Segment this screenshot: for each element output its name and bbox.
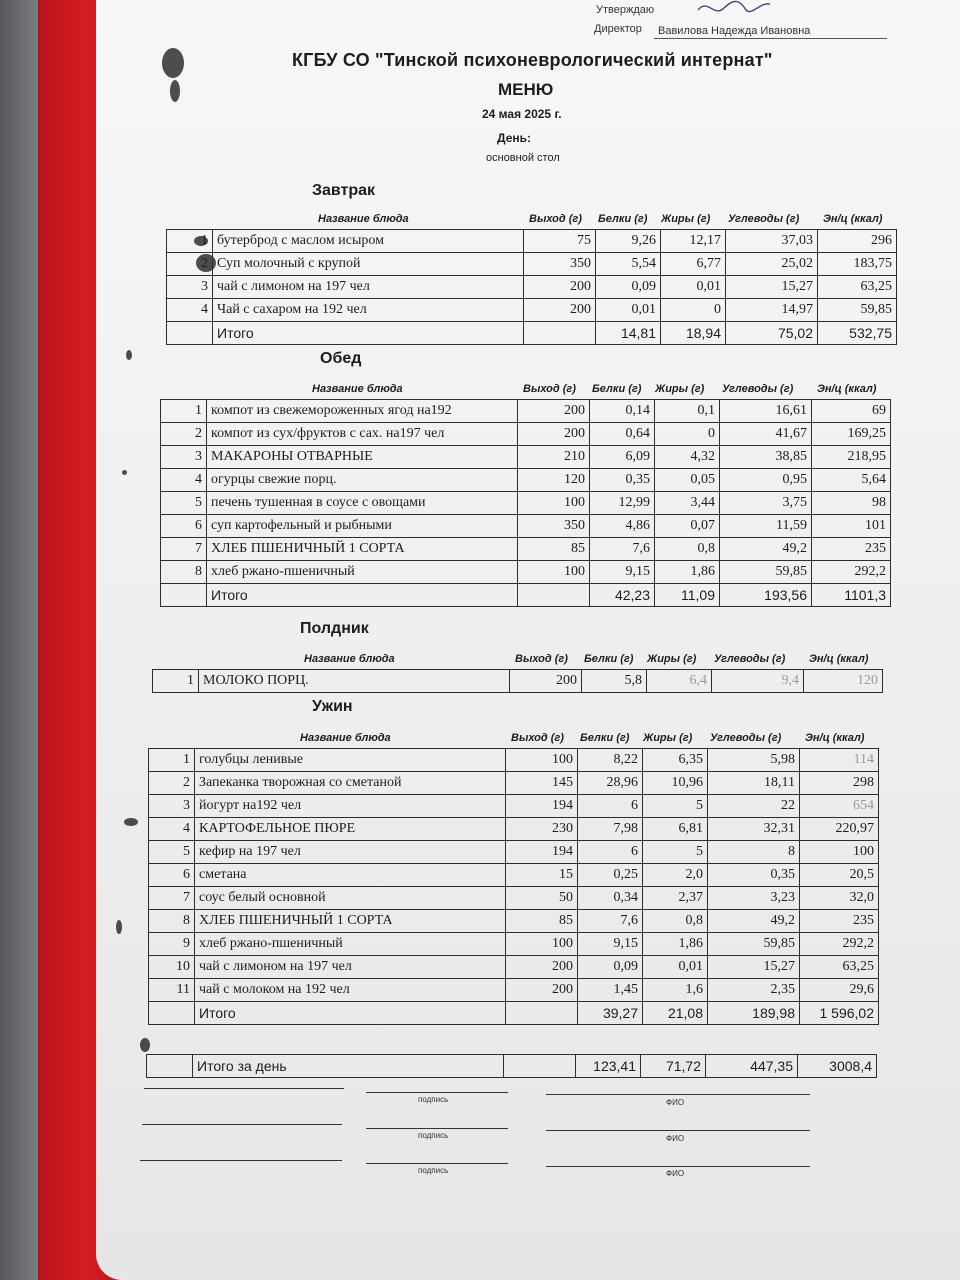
- total-carbs: 75,02: [726, 322, 818, 345]
- cell-fat: 0,8: [655, 538, 720, 561]
- cell-yield: 350: [524, 253, 596, 276]
- sign-line: [366, 1163, 508, 1164]
- cell-carbs: 49,2: [720, 538, 812, 561]
- total-label: Итого: [213, 322, 524, 345]
- total-row: [161, 584, 891, 607]
- cell-fat: 4,32: [655, 446, 720, 469]
- table-row: [167, 276, 897, 299]
- cell-name: компот из сух/фруктов с сах. на197 чел: [207, 423, 518, 446]
- director-line: [654, 38, 887, 39]
- cell-name: компот из свежемороженных ягод на192: [207, 400, 518, 423]
- director-name: Вавилова Надежда Ивановна: [658, 25, 811, 37]
- cell-carbs: 25,02: [726, 253, 818, 276]
- lunch-header: [162, 380, 892, 398]
- cell-carbs: 15,27: [708, 956, 800, 979]
- cell-carbs: 37,03: [726, 230, 818, 253]
- day-total-blank: [147, 1055, 193, 1078]
- cell-n: 5: [149, 841, 195, 864]
- cell-yield: 200: [518, 423, 590, 446]
- day-label: День:: [497, 131, 531, 145]
- total-fat: 21,08: [643, 1002, 708, 1025]
- cell-carbs: 3,75: [720, 492, 812, 515]
- lunch-table: [160, 399, 891, 607]
- cell-protein: 9,15: [590, 561, 655, 584]
- col-kcal: Эн/ц (ккал): [805, 732, 865, 744]
- day-total-table: [146, 1054, 877, 1078]
- cell-protein: 0,34: [578, 887, 643, 910]
- table-row: [149, 818, 879, 841]
- cell-fat: 10,96: [643, 772, 708, 795]
- cell-kcal: 98: [812, 492, 891, 515]
- cell-n: 3: [161, 446, 207, 469]
- cell-protein: 0,09: [596, 276, 661, 299]
- cell-carbs: 22: [708, 795, 800, 818]
- cell-n: 8: [161, 561, 207, 584]
- cell-fat: 6,81: [643, 818, 708, 841]
- cell-yield: 85: [518, 538, 590, 561]
- menu-document: [96, 0, 960, 1280]
- cell-n: 7: [161, 538, 207, 561]
- cell-n: 4: [149, 818, 195, 841]
- cell-fat: 0,01: [661, 276, 726, 299]
- cell-kcal: 100: [800, 841, 879, 864]
- cell-yield: 210: [518, 446, 590, 469]
- cell-fat: 6,35: [643, 749, 708, 772]
- cell-n: 4: [161, 469, 207, 492]
- cell-protein: 5,8: [582, 670, 647, 693]
- cell-kcal: 29,6: [800, 979, 879, 1002]
- cell-kcal: 298: [800, 772, 879, 795]
- cell-name: огурцы свежие порц.: [207, 469, 518, 492]
- col-yield: Выход (г): [529, 213, 582, 225]
- cell-name: Запеканка творожная со сметаной: [195, 772, 506, 795]
- cell-kcal: 69: [812, 400, 891, 423]
- cell-n: 7: [149, 887, 195, 910]
- cell-yield: 200: [518, 400, 590, 423]
- cell-protein: 0,64: [590, 423, 655, 446]
- cell-carbs: 8: [708, 841, 800, 864]
- cell-carbs: 49,2: [708, 910, 800, 933]
- total-row: [167, 322, 897, 345]
- cell-name: ХЛЕБ ПШЕНИЧНЫЙ 1 СОРТА: [195, 910, 506, 933]
- day-total-kcal: 3008,4: [798, 1055, 877, 1078]
- cell-yield: 100: [518, 492, 590, 515]
- total-yield: [518, 584, 590, 607]
- cell-protein: 0,35: [590, 469, 655, 492]
- col-protein: Белки (г): [580, 732, 630, 744]
- cell-protein: 6,09: [590, 446, 655, 469]
- total-blank: [149, 1002, 195, 1025]
- fio-line: [546, 1130, 810, 1131]
- cell-kcal: 235: [800, 910, 879, 933]
- cell-n: 11: [149, 979, 195, 1002]
- cell-fat: 0,05: [655, 469, 720, 492]
- cell-protein: 6: [578, 841, 643, 864]
- day-total-carbs: 447,35: [706, 1055, 798, 1078]
- table-row: [149, 956, 879, 979]
- cell-name: йогурт на192 чел: [195, 795, 506, 818]
- cell-fat: 5: [643, 841, 708, 864]
- cell-fat: 0,8: [643, 910, 708, 933]
- table-row: [149, 910, 879, 933]
- menu-title: МЕНЮ: [498, 80, 554, 99]
- cell-yield: 350: [518, 515, 590, 538]
- cell-carbs: 41,67: [720, 423, 812, 446]
- cell-kcal: 63,25: [818, 276, 897, 299]
- cell-yield: 100: [518, 561, 590, 584]
- cell-n: 4: [167, 299, 213, 322]
- breakfast-header: [168, 210, 898, 228]
- cell-protein: 0,14: [590, 400, 655, 423]
- cell-carbs: 32,31: [708, 818, 800, 841]
- total-kcal: 1 596,02: [800, 1002, 879, 1025]
- table-row: [161, 400, 891, 423]
- approve-label: Утверждаю: [596, 4, 655, 16]
- cell-carbs: 15,27: [726, 276, 818, 299]
- cell-carbs: 2,35: [708, 979, 800, 1002]
- cell-kcal: 218,95: [812, 446, 891, 469]
- total-label: Итого: [207, 584, 518, 607]
- cell-fat: 2,37: [643, 887, 708, 910]
- cell-protein: 7,98: [578, 818, 643, 841]
- cell-name: печень тушенная в соусе с овощами: [207, 492, 518, 515]
- cell-protein: 7,6: [578, 910, 643, 933]
- cell-kcal: 220,97: [800, 818, 879, 841]
- col-protein: Белки (г): [592, 383, 642, 395]
- total-protein: 42,23: [590, 584, 655, 607]
- col-dish: Название блюда: [312, 383, 403, 395]
- cell-protein: 7,6: [590, 538, 655, 561]
- day-total-yield: [504, 1055, 576, 1078]
- fio-caption: ФИО: [666, 1169, 685, 1178]
- cell-name: кефир на 197 чел: [195, 841, 506, 864]
- table-row: [161, 561, 891, 584]
- cell-protein: 6: [578, 795, 643, 818]
- cell-carbs: 59,85: [708, 933, 800, 956]
- total-kcal: 1101,3: [812, 584, 891, 607]
- cell-n: 1: [149, 749, 195, 772]
- table-row: [149, 933, 879, 956]
- table-row: [167, 253, 897, 276]
- col-carbs: Углеводы (г): [728, 213, 800, 225]
- cell-n: 1: [153, 670, 199, 693]
- col-kcal: Эн/ц (ккал): [817, 383, 877, 395]
- col-carbs: Углеводы (г): [714, 653, 786, 665]
- cell-name: ХЛЕБ ПШЕНИЧНЫЙ 1 СОРТА: [207, 538, 518, 561]
- cell-yield: 100: [506, 933, 578, 956]
- snack-table: [152, 669, 883, 693]
- cell-n: 6: [149, 864, 195, 887]
- cell-kcal: 235: [812, 538, 891, 561]
- cell-yield: 145: [506, 772, 578, 795]
- total-fat: 18,94: [661, 322, 726, 345]
- col-fat: Жиры (г): [643, 732, 693, 744]
- cell-fat: 0: [655, 423, 720, 446]
- cell-carbs: 3,23: [708, 887, 800, 910]
- fio-line: [546, 1166, 810, 1167]
- total-carbs: 189,98: [708, 1002, 800, 1025]
- col-kcal: Эн/ц (ккал): [809, 653, 869, 665]
- cell-carbs: 59,85: [720, 561, 812, 584]
- cell-name: Чай с сахаром на 192 чел: [213, 299, 524, 322]
- cell-n: 3: [167, 276, 213, 299]
- cell-fat: 6,77: [661, 253, 726, 276]
- col-dish: Название блюда: [318, 213, 409, 225]
- total-fat: 11,09: [655, 584, 720, 607]
- table-row: [161, 538, 891, 561]
- cell-fat: 1,6: [643, 979, 708, 1002]
- cell-fat: 0,1: [655, 400, 720, 423]
- col-protein: Белки (г): [584, 653, 634, 665]
- cell-yield: 230: [506, 818, 578, 841]
- cell-name: МОЛОКО ПОРЦ.: [199, 670, 510, 693]
- col-protein: Белки (г): [598, 213, 648, 225]
- col-yield: Выход (г): [523, 383, 576, 395]
- day-total-row: [147, 1055, 877, 1078]
- col-carbs: Углеводы (г): [722, 383, 794, 395]
- col-fat: Жиры (г): [655, 383, 705, 395]
- cell-name: чай с лимоном на 197 чел: [195, 956, 506, 979]
- cell-fat: 12,17: [661, 230, 726, 253]
- cell-fat: 0,07: [655, 515, 720, 538]
- table-row: [149, 887, 879, 910]
- cell-n: 8: [149, 910, 195, 933]
- cell-n: 2: [149, 772, 195, 795]
- sign-caption: подпись: [418, 1095, 449, 1104]
- cell-protein: 4,86: [590, 515, 655, 538]
- table-row: [149, 772, 879, 795]
- cell-name: бутерброд с маслом исыром: [213, 230, 524, 253]
- table-row: [149, 749, 879, 772]
- breakfast-title: Завтрак: [312, 182, 376, 199]
- cell-yield: 120: [518, 469, 590, 492]
- sign-caption: подпись: [418, 1131, 449, 1140]
- cell-fat: 1,86: [655, 561, 720, 584]
- table-row: [153, 670, 883, 693]
- cell-name: голубцы ленивые: [195, 749, 506, 772]
- cell-carbs: 0,35: [708, 864, 800, 887]
- cell-kcal: 5,64: [812, 469, 891, 492]
- cell-name: чай с лимоном на 197 чел: [213, 276, 524, 299]
- col-fat: Жиры (г): [647, 653, 697, 665]
- cell-carbs: 14,97: [726, 299, 818, 322]
- fio-caption: ФИО: [666, 1098, 685, 1107]
- cell-kcal: 63,25: [800, 956, 879, 979]
- snack-header: [154, 650, 884, 668]
- col-dish: Название блюда: [300, 732, 391, 744]
- cell-name: КАРТОФЕЛЬНОЕ ПЮРЕ: [195, 818, 506, 841]
- fio-line: [546, 1094, 810, 1095]
- sign-caption: подпись: [418, 1166, 449, 1175]
- table-row: [149, 864, 879, 887]
- lunch-title: Обед: [320, 350, 362, 367]
- table-row: [161, 469, 891, 492]
- table-row: [161, 423, 891, 446]
- cell-name: соус белый основной: [195, 887, 506, 910]
- cell-kcal: 292,2: [800, 933, 879, 956]
- cell-kcal: 292,2: [812, 561, 891, 584]
- cell-protein: 28,96: [578, 772, 643, 795]
- sign-line: [142, 1124, 342, 1125]
- cell-yield: 100: [506, 749, 578, 772]
- cell-yield: 200: [524, 276, 596, 299]
- cell-protein: 12,99: [590, 492, 655, 515]
- fio-caption: ФИО: [666, 1134, 685, 1143]
- cell-fat: 5: [643, 795, 708, 818]
- cell-kcal: 183,75: [818, 253, 897, 276]
- director-signature: [694, 0, 774, 20]
- cell-protein: 0,09: [578, 956, 643, 979]
- total-yield: [524, 322, 596, 345]
- col-dish: Название блюда: [304, 653, 395, 665]
- cell-name: хлеб ржано-пшеничный: [195, 933, 506, 956]
- sign-line: [366, 1092, 508, 1093]
- cell-protein: 9,26: [596, 230, 661, 253]
- col-yield: Выход (г): [511, 732, 564, 744]
- cell-kcal: 114: [800, 749, 879, 772]
- cell-kcal: 654: [800, 795, 879, 818]
- cell-yield: 200: [506, 956, 578, 979]
- cell-kcal: 32,0: [800, 887, 879, 910]
- cell-yield: 15: [506, 864, 578, 887]
- snack-title: Полдник: [300, 620, 369, 637]
- cell-protein: 8,22: [578, 749, 643, 772]
- dinner-title: Ужин: [312, 698, 353, 715]
- cell-carbs: 9,4: [712, 670, 804, 693]
- cell-protein: 1,45: [578, 979, 643, 1002]
- cell-carbs: 11,59: [720, 515, 812, 538]
- cell-yield: 200: [524, 299, 596, 322]
- breakfast-table: [166, 229, 897, 345]
- cell-n: 1: [161, 400, 207, 423]
- day-total-fat: 71,72: [641, 1055, 706, 1078]
- cell-fat: 0,01: [643, 956, 708, 979]
- cell-name: суп картофельный и рыбными: [207, 515, 518, 538]
- col-kcal: Эн/ц (ккал): [823, 213, 883, 225]
- cell-yield: 194: [506, 795, 578, 818]
- table-row: [167, 230, 897, 253]
- total-kcal: 532,75: [818, 322, 897, 345]
- cell-n: 6: [161, 515, 207, 538]
- table-row: [149, 841, 879, 864]
- cell-kcal: 169,25: [812, 423, 891, 446]
- cell-fat: 3,44: [655, 492, 720, 515]
- cell-kcal: 101: [812, 515, 891, 538]
- dinner-header: [150, 729, 880, 747]
- organization-title: КГБУ СО "Тинской психоневрологический интернат": [292, 50, 773, 70]
- cell-fat: 6,4: [647, 670, 712, 693]
- table-row: [167, 299, 897, 322]
- cell-yield: 50: [506, 887, 578, 910]
- cell-name: МАКАРОНЫ ОТВАРНЫЕ: [207, 446, 518, 469]
- cell-protein: 0,01: [596, 299, 661, 322]
- cell-kcal: 59,85: [818, 299, 897, 322]
- cell-protein: 9,15: [578, 933, 643, 956]
- cell-yield: 194: [506, 841, 578, 864]
- cell-carbs: 16,61: [720, 400, 812, 423]
- total-protein: 14,81: [596, 322, 661, 345]
- col-carbs: Углеводы (г): [710, 732, 782, 744]
- cell-n: 2: [167, 253, 213, 276]
- cell-kcal: 20,5: [800, 864, 879, 887]
- col-fat: Жиры (г): [661, 213, 711, 225]
- cell-yield: 75: [524, 230, 596, 253]
- cell-n: 10: [149, 956, 195, 979]
- cell-n: 9: [149, 933, 195, 956]
- col-yield: Выход (г): [515, 653, 568, 665]
- table-row: [149, 795, 879, 818]
- cell-carbs: 18,11: [708, 772, 800, 795]
- cell-carbs: 0,95: [720, 469, 812, 492]
- cell-n: 5: [161, 492, 207, 515]
- cell-kcal: 296: [818, 230, 897, 253]
- total-label: Итого: [195, 1002, 506, 1025]
- cell-yield: 85: [506, 910, 578, 933]
- cell-name: Суп молочный с крупой: [213, 253, 524, 276]
- sign-line: [366, 1128, 508, 1129]
- cell-protein: 5,54: [596, 253, 661, 276]
- director-label: Директор: [594, 23, 642, 35]
- cell-fat: 2,0: [643, 864, 708, 887]
- cell-name: сметана: [195, 864, 506, 887]
- total-row: [149, 1002, 879, 1025]
- total-blank: [161, 584, 207, 607]
- cell-n: 1: [167, 230, 213, 253]
- cell-fat: 1,86: [643, 933, 708, 956]
- menu-date: 24 мая 2025 г.: [482, 107, 562, 121]
- cell-yield: 200: [506, 979, 578, 1002]
- cell-yield: 200: [510, 670, 582, 693]
- dinner-table: [148, 748, 879, 1025]
- cell-n: 3: [149, 795, 195, 818]
- sign-line: [140, 1160, 342, 1161]
- cell-fat: 0: [661, 299, 726, 322]
- cell-carbs: 5,98: [708, 749, 800, 772]
- day-total-label: Итого за день: [193, 1055, 504, 1078]
- cell-name: чай с молоком на 192 чел: [195, 979, 506, 1002]
- cell-n: 2: [161, 423, 207, 446]
- table-kind: основной стол: [486, 152, 560, 164]
- sign-line: [144, 1088, 344, 1089]
- table-row: [149, 979, 879, 1002]
- table-row: [161, 515, 891, 538]
- day-total-protein: 123,41: [576, 1055, 641, 1078]
- table-row: [161, 492, 891, 515]
- total-protein: 39,27: [578, 1002, 643, 1025]
- cell-carbs: 38,85: [720, 446, 812, 469]
- total-yield: [506, 1002, 578, 1025]
- total-carbs: 193,56: [720, 584, 812, 607]
- cell-protein: 0,25: [578, 864, 643, 887]
- total-blank: [167, 322, 213, 345]
- cell-kcal: 120: [804, 670, 883, 693]
- cell-name: хлеб ржано-пшеничный: [207, 561, 518, 584]
- table-row: [161, 446, 891, 469]
